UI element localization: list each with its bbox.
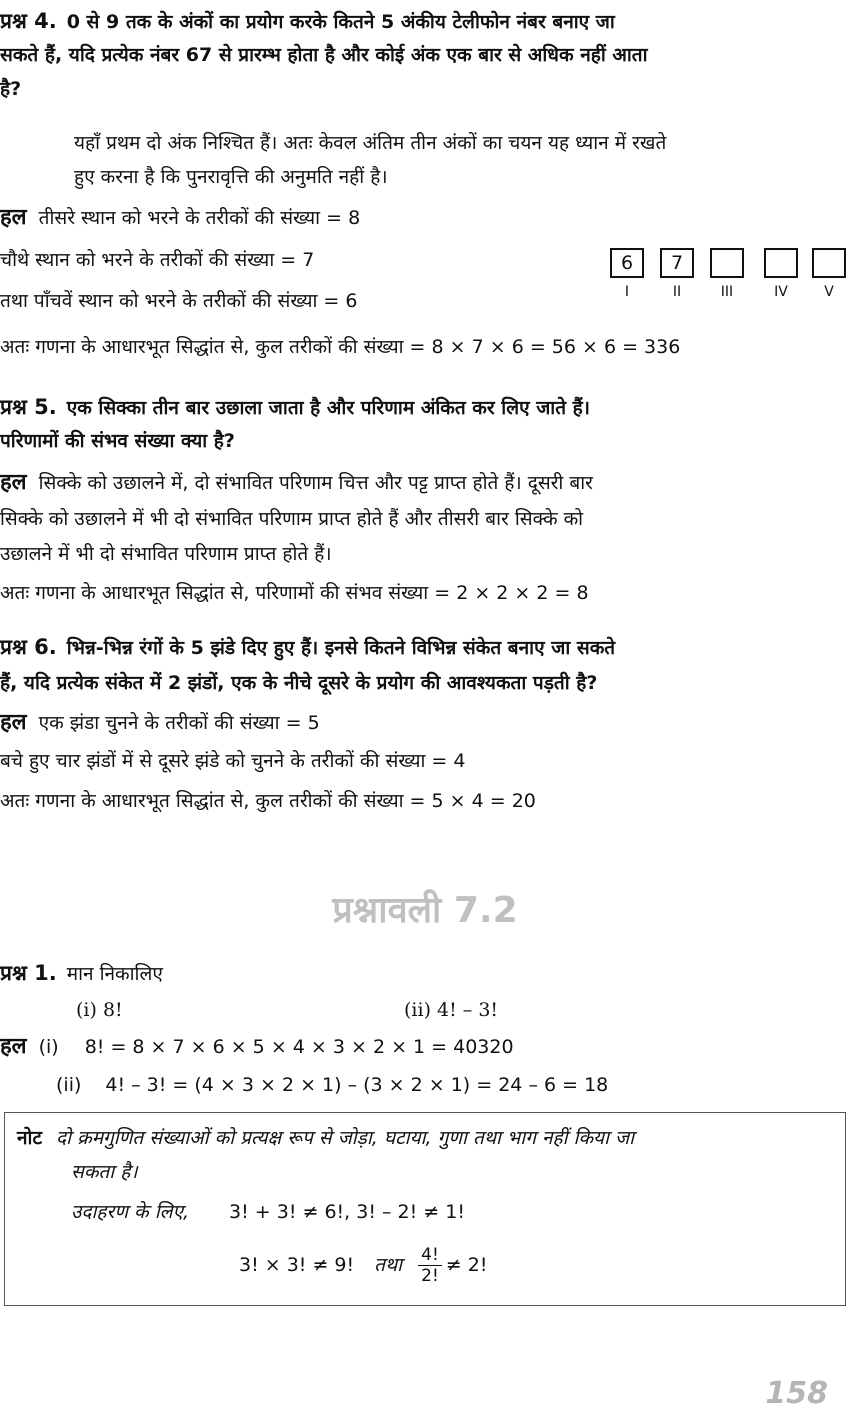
note-example-line-2: 3! × 3! ≠ 9! तथा $\frac{4!}{2!}$ ≠ 2! bbox=[239, 1245, 488, 1286]
q4-line-2: सकते हैं, यदि प्रत्येक नंबर 67 से प्रारम्भ होता है और कोई अंक एक बार से अधिक नहीं आता bbox=[0, 44, 648, 66]
q5-solution-4: अतः गणना के आधारभूत सिद्धांत से, परिणामों की संभव संख्या = 2 × 2 × 2 = 8 bbox=[0, 582, 589, 604]
note-label: नोट bbox=[17, 1127, 43, 1149]
q5-line-2: परिणामों की संभव संख्या क्या है? bbox=[0, 430, 235, 452]
q5-label: प्रश्न 5. bbox=[0, 395, 57, 419]
digit-box-5 bbox=[812, 248, 846, 278]
q6-solution-1: हल एक झंडा चुनने के तरीकों की संख्या = 5 bbox=[0, 710, 320, 735]
note-line-1: नोट दो क्रमगुणित संख्याओं को प्रत्यक्ष रूप से जोड़ा, घटाया, गुणा तथा भाग नहीं किया जा bbox=[17, 1127, 635, 1149]
exercise-solution-i: हल (i) 8! = 8 × 7 × 6 × 5 × 4 × 3 × 2 × 1 = 40320 bbox=[0, 1034, 514, 1059]
q5-hal-label: हल bbox=[0, 470, 27, 495]
digit-box-4 bbox=[764, 248, 798, 278]
roman-label-2: II bbox=[672, 284, 682, 300]
q5-line-1: प्रश्न 5. एक सिक्का तीन बार उछाला जाता है और परिणाम अंकित कर लिए जाते हैं। bbox=[0, 395, 590, 419]
q4-line-3: है? bbox=[0, 78, 22, 100]
note-example-line: उदाहरण के लिए, 3! + 3! ≠ 6!, 3! – 2! ≠ 1! bbox=[71, 1201, 465, 1223]
roman-label-1: I bbox=[624, 284, 630, 300]
fraction: $\frac{4!}{2!}$ bbox=[418, 1245, 442, 1286]
q6-line-2: हैं, यदि प्रत्येक संकेत में 2 झंडों, एक के नीचे दूसरे के प्रयोग की आवश्यकता पड़ती है? bbox=[0, 672, 598, 694]
roman-label-5: V bbox=[824, 284, 834, 300]
digit-box-1: 6 bbox=[610, 248, 644, 278]
digit-box-2: 7 bbox=[660, 248, 694, 278]
exercise-part-ii: (ii) 4! – 3! bbox=[404, 999, 499, 1021]
q5-solution-1: हल सिक्के को उछालने में, दो संभावित परिणाम चित्त और पट्ट प्राप्त होते हैं। दूसरी बार bbox=[0, 470, 593, 495]
q6-hal-label: हल bbox=[0, 710, 27, 735]
roman-label-4: IV bbox=[774, 284, 788, 300]
roman-label-3: III bbox=[720, 284, 734, 300]
digit-box-3 bbox=[710, 248, 744, 278]
q4-solution-2: चौथे स्थान को भरने के तरीकों की संख्या = 7 bbox=[0, 249, 315, 271]
page-number: 158 bbox=[765, 1376, 828, 1411]
q4-label: प्रश्न 4. bbox=[0, 9, 57, 33]
q6-solution-3: अतः गणना के आधारभूत सिद्धांत से, कुल तरीकों की संख्या = 5 × 4 = 20 bbox=[0, 790, 536, 812]
q6-line-1: प्रश्न 6. भिन्न-भिन्न रंगों के 5 झंडे दिए हुए हैं। इनसे कितने विभिन्न संकेत बनाए जा सकते bbox=[0, 635, 616, 659]
exercise-heading: प्रश्नावली 7.2 bbox=[332, 890, 518, 931]
exercise-part-i: (i) 8! bbox=[76, 999, 123, 1021]
q5-solution-3: उछालने में भी दो संभावित परिणाम प्राप्त होते हैं। bbox=[0, 543, 332, 565]
exercise-q1-label: प्रश्न 1. bbox=[0, 961, 57, 985]
q4-hint-2: हुए करना है कि पुनरावृत्ति की अनुमति नहीं है। bbox=[74, 166, 388, 188]
exercise-hal-label: हल bbox=[0, 1034, 27, 1059]
q4-solution-4: अतः गणना के आधारभूत सिद्धांत से, कुल तरीकों की संख्या = 8 × 7 × 6 = 56 × 6 = 336 bbox=[0, 336, 681, 358]
note-line-2: सकता है। bbox=[71, 1161, 138, 1183]
q4-solution-1: हल तीसरे स्थान को भरने के तरीकों की संख्या = 8 bbox=[0, 205, 361, 230]
q5-solution-2: सिक्के को उछालने में भी दो संभावित परिणाम प्राप्त होते हैं और तीसरी बार सिक्के को bbox=[0, 508, 584, 530]
q4-solution-3: तथा पाँचवें स्थान को भरने के तरीकों की संख्या = 6 bbox=[0, 290, 358, 312]
q4-line-1: प्रश्न 4. 0 से 9 तक के अंकों का प्रयोग करके कितने 5 अंकीय टेलीफोन नंबर बनाए जा bbox=[0, 9, 615, 33]
q6-label: प्रश्न 6. bbox=[0, 635, 57, 659]
q6-solution-2: बचे हुए चार झंडों में से दूसरे झंडे को चुनने के तरीकों की संख्या = 4 bbox=[0, 750, 466, 772]
q4-hint-1: यहाँ प्रथम दो अंक निश्चित हैं। अतः केवल अंतिम तीन अंकों का चयन यह ध्यान में रखते bbox=[74, 132, 667, 154]
note-box bbox=[4, 1112, 846, 1306]
exercise-q1: प्रश्न 1. मान निकालिए bbox=[0, 961, 163, 985]
exercise-solution-ii: (ii) 4! – 3! = (4 × 3 × 2 × 1) – (3 × 2 × 1) = 24 – 6 = 18 bbox=[56, 1074, 609, 1096]
q4-hal-label: हल bbox=[0, 205, 27, 230]
